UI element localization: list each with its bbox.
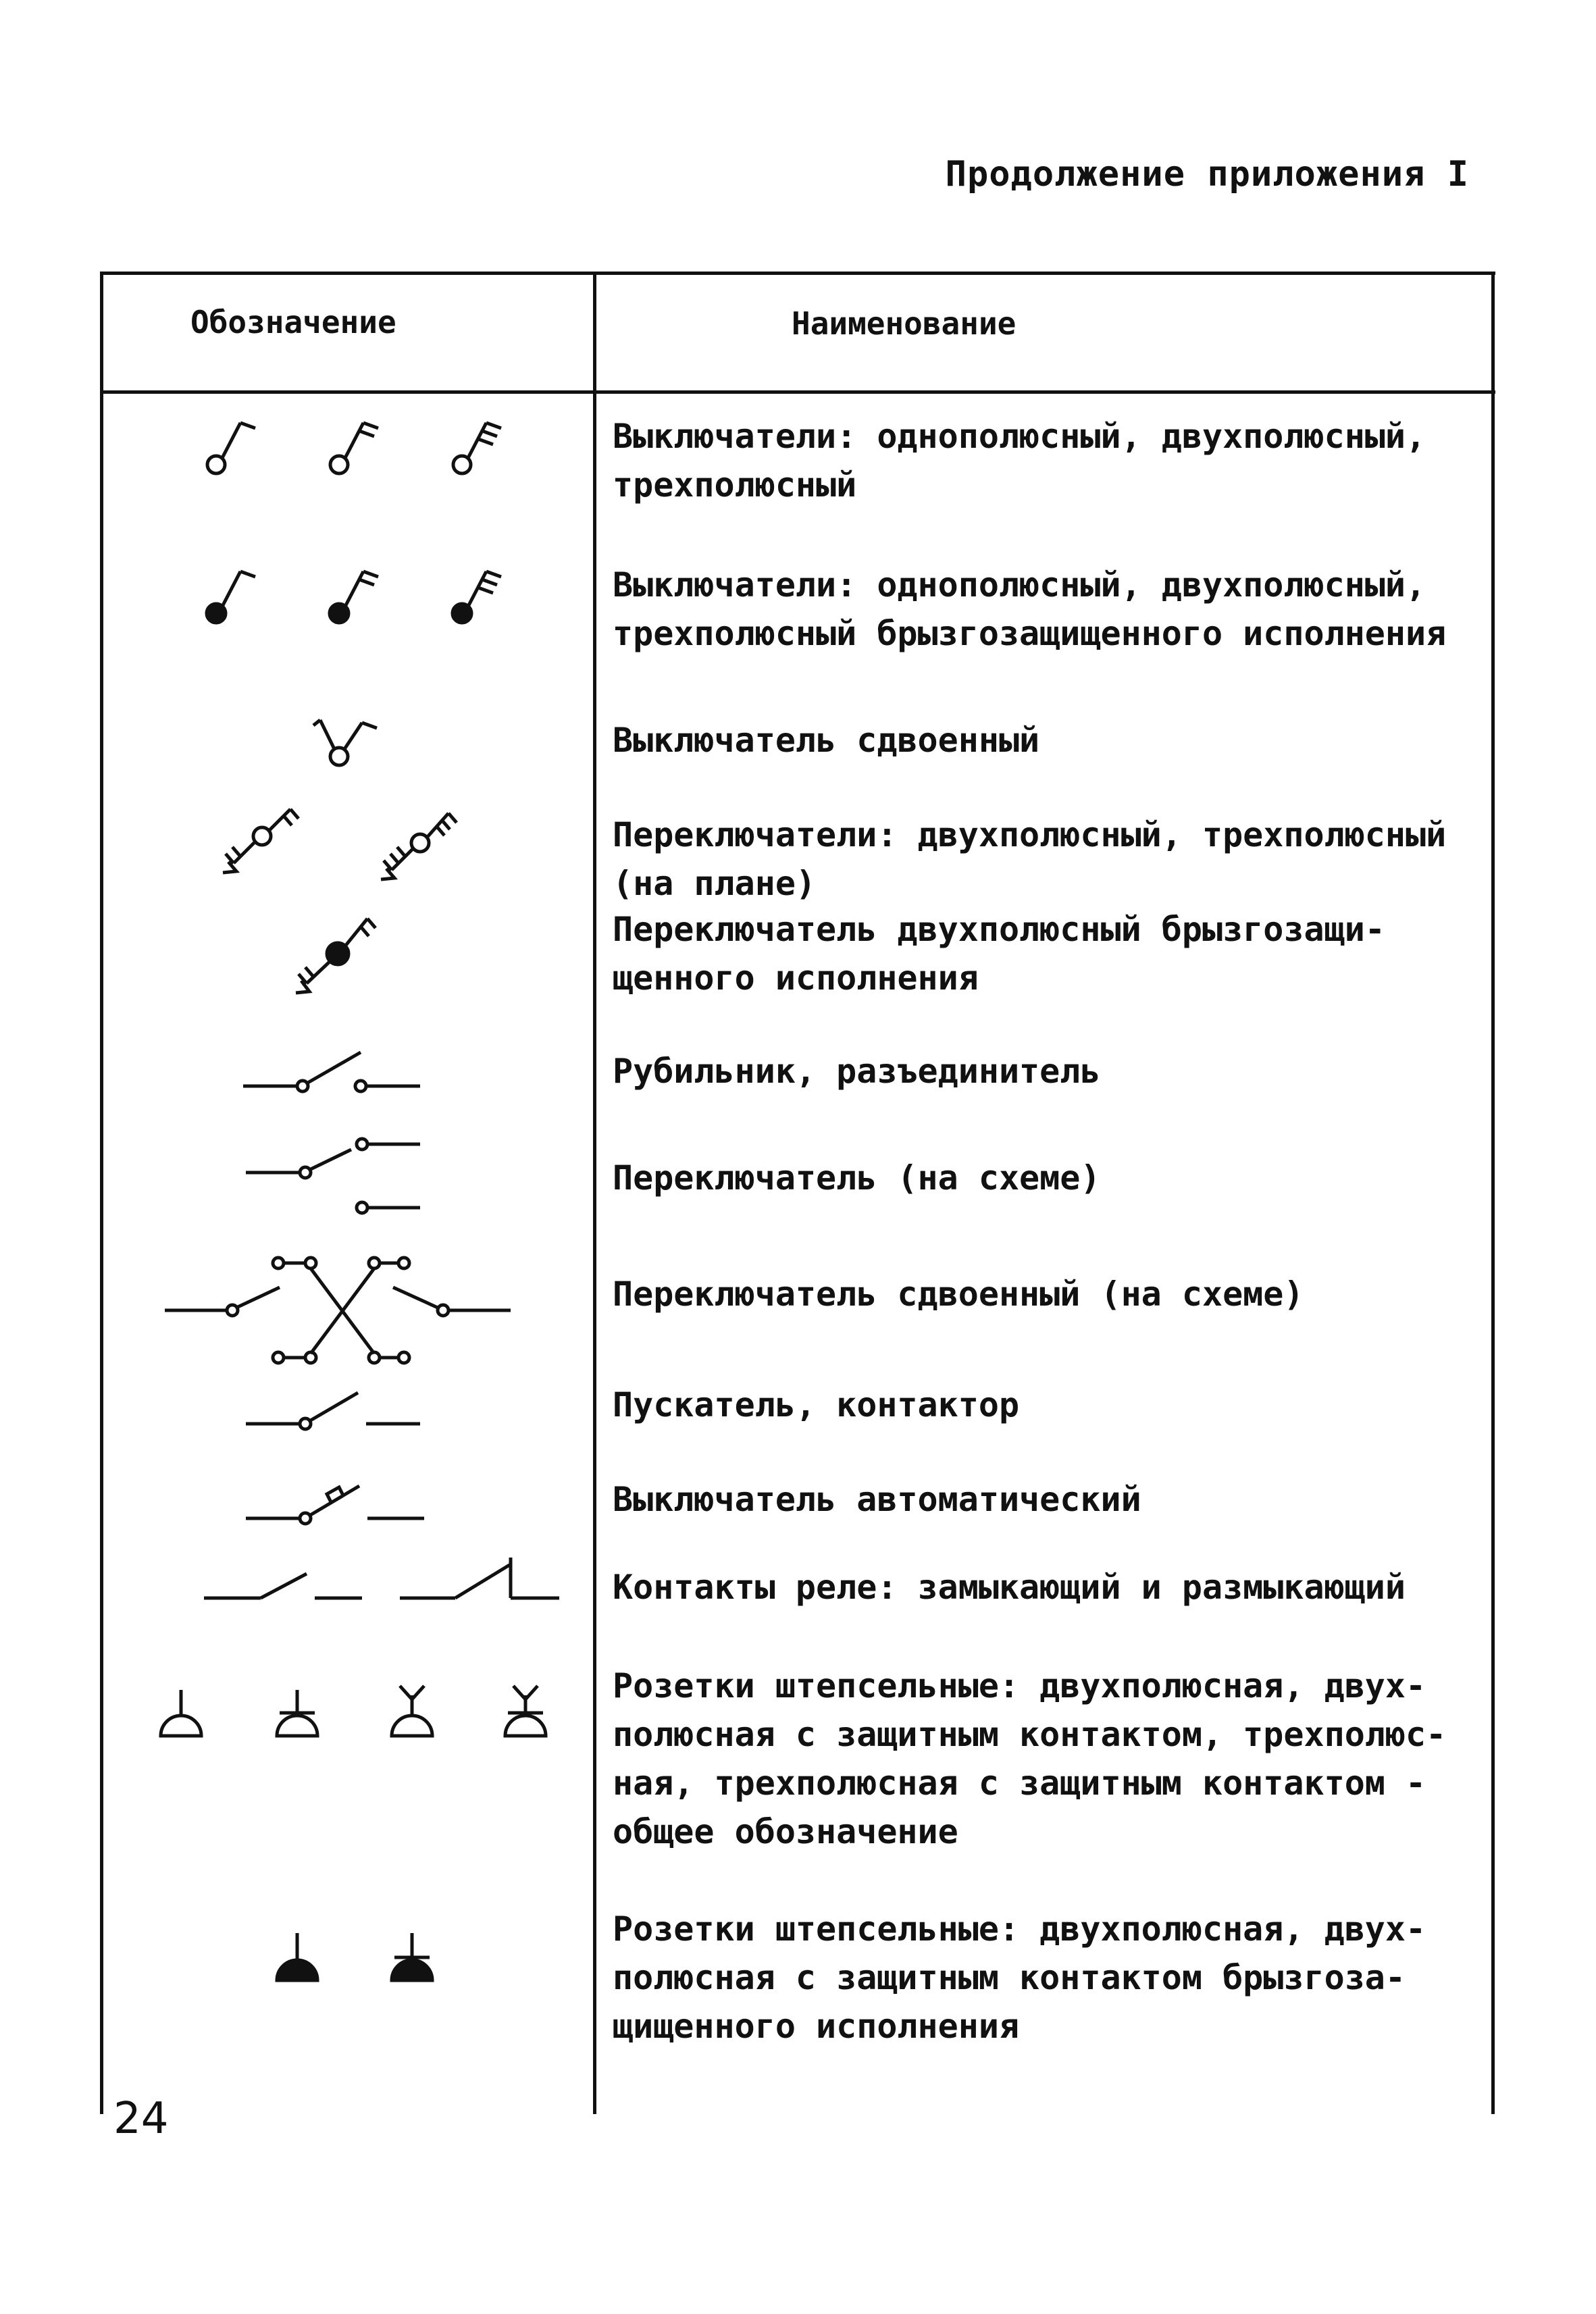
switch-3pole-icon	[453, 423, 501, 473]
switch-1pole-splashproof-icon	[207, 571, 255, 623]
page-number: 24	[113, 2094, 169, 2144]
continuation-note: Продолжение приложения I	[945, 154, 1469, 195]
table-row	[103, 1905, 1494, 2067]
row-name: Пускатель, контактор	[613, 1385, 1020, 1424]
row-name: Переключатель сдвоенный (на схеме)	[613, 1275, 1304, 1314]
socket-2pole-icon	[161, 1690, 201, 1736]
table-header-divider	[100, 390, 1495, 394]
dual-switch-icon	[313, 720, 377, 765]
socket-splashproof-symbols	[103, 1905, 594, 2067]
row-name: Контакты реле: замыкающий и размыкающий	[613, 1568, 1406, 1607]
starter-contactor-icon	[246, 1393, 420, 1429]
changeover-3pole-plan-icon	[381, 813, 457, 879]
table-row	[103, 412, 1494, 534]
switch-1pole-icon	[207, 423, 255, 473]
symbol-cell	[103, 1243, 594, 1378]
socket-2pole-splashproof-icon	[277, 1933, 317, 1980]
table-row	[103, 561, 1494, 682]
changeover-plan-symbols	[103, 804, 594, 905]
row-name: Переключатель двухполюсный брызгозащи- щенного исполнения	[613, 910, 1385, 998]
relay-make-contact-icon	[204, 1574, 362, 1598]
socket-3pole-earth-icon	[505, 1686, 546, 1736]
dual-changeover-scheme-icon	[165, 1258, 511, 1363]
table-row	[103, 1378, 1494, 1452]
symbol-cell	[103, 561, 594, 682]
socket-2pole-earth-splashproof-icon	[392, 1933, 432, 1980]
table-row	[103, 709, 1494, 804]
symbol-cell	[103, 905, 594, 1027]
switch-2pole-icon	[330, 423, 378, 473]
row-name: Переключатель (на схеме)	[613, 1158, 1101, 1198]
changeover-scheme-symbol	[103, 1121, 594, 1229]
switch-2pole-splashproof-icon	[330, 571, 378, 623]
table-top-border	[100, 272, 1495, 275]
dual-changeover-scheme-symbol	[103, 1243, 594, 1378]
changeover-scheme-icon	[246, 1139, 420, 1213]
socket-2pole-earth-icon	[277, 1690, 317, 1736]
starter-contactor-symbol	[103, 1378, 594, 1452]
table-row	[103, 1040, 1494, 1114]
row-name: Выключатель автоматический	[613, 1480, 1141, 1519]
table-row	[103, 1662, 1494, 1878]
table-row	[103, 1243, 1494, 1378]
row-name: Розетки штепсельные: двухполюсная, двух- полюсная с защитным контактом брызгоза- щищенного исполнения	[613, 1909, 1426, 2046]
relay-contact-symbols	[103, 1547, 594, 1635]
table-row	[103, 1121, 1494, 1229]
dual-switch-symbol	[103, 709, 594, 804]
switch-3pole-splashproof-icon	[453, 571, 501, 623]
symbol-cell	[103, 1905, 594, 2067]
relay-break-contact-icon	[400, 1558, 559, 1598]
column-header-designation: Обозначение	[190, 304, 396, 340]
symbol-cell	[103, 1121, 594, 1229]
knife-switch-symbol	[103, 1040, 594, 1114]
column-header-name: Наименование	[792, 305, 1016, 342]
table-row	[103, 804, 1494, 905]
knife-switch-icon	[243, 1052, 420, 1091]
switch-symbols	[103, 412, 594, 534]
changeover-2pole-plan-icon	[223, 809, 299, 873]
symbol-cell	[103, 709, 594, 804]
symbol-cell	[103, 1378, 594, 1452]
symbol-cell	[103, 1547, 594, 1635]
changeover-splashproof-symbol	[103, 905, 594, 1027]
row-name: Выключатели: однополюсный, двухполюсный, трехполюсный	[613, 417, 1426, 505]
row-name: Розетки штепсельные: двухполюсная, двух- полюсная с защитным контактом, трехполюс- ная, трехполюсная с защитным контактом - общее обозначение	[613, 1666, 1447, 1851]
switch-splashproof-symbols	[103, 561, 594, 682]
symbol-cell	[103, 1662, 594, 1878]
table-row	[103, 1547, 1494, 1635]
symbol-cell	[103, 1040, 594, 1114]
table-row	[103, 1466, 1494, 1547]
symbol-cell	[103, 412, 594, 534]
socket-symbols	[103, 1662, 594, 1878]
changeover-2pole-splashproof-icon	[296, 919, 376, 993]
row-name: Рубильник, разъединитель	[613, 1052, 1101, 1091]
row-name: Выключатель сдвоенный	[613, 721, 1040, 760]
circuit-breaker-symbol	[103, 1466, 594, 1547]
row-name: Выключатели: однополюсный, двухполюсный, трехполюсный брызгозащищенного исполнения	[613, 565, 1447, 653]
table-row	[103, 905, 1494, 1027]
circuit-breaker-icon	[246, 1486, 424, 1524]
socket-3pole-icon	[392, 1686, 432, 1736]
symbol-cell	[103, 804, 594, 905]
row-name: Переключатели: двухполюсный, трехполюсный (на плане)	[613, 815, 1447, 903]
symbol-cell	[103, 1466, 594, 1547]
